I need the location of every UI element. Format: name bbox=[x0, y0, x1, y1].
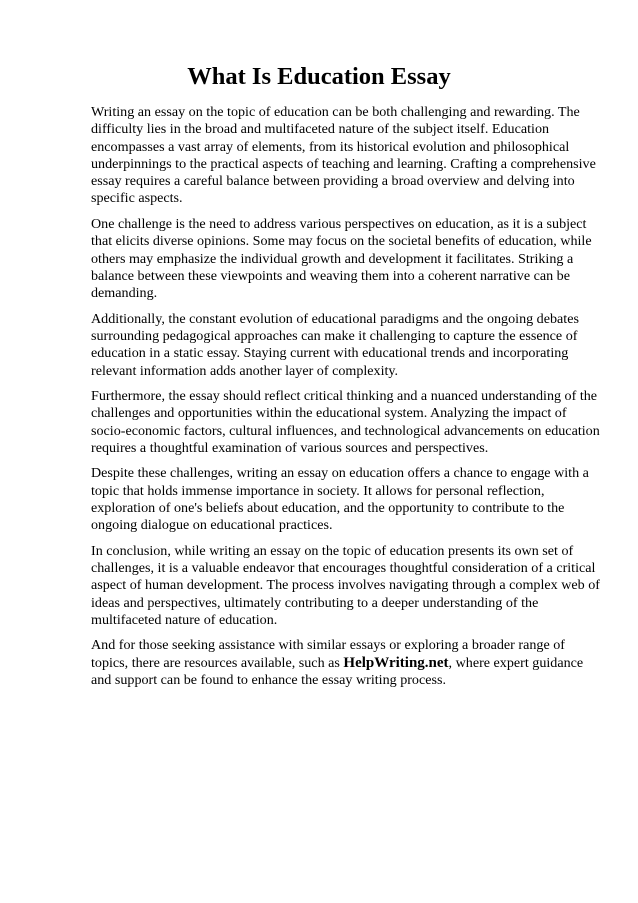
paragraph-6: In conclusion, while writing an essay on the topic of education presents its own set of challenges, it is a valuable endeavor that encourages thoughtful consideration of a critical aspect of human development. The process involves navigating through a complex web of ideas and perspectives, ultimately contributing to a deeper understanding of the multifaceted nature of education. bbox=[91, 542, 600, 628]
paragraph-7-text-before: And for those seeking assistance with similar essays or exploring a broader range of topics, there are resources available, such as bbox=[91, 637, 565, 671]
paragraph-3: Additionally, the constant evolution of educational paradigms and the ongoing debates surrounding pedagogical approaches can make it challenging to capture the essence of education in a static essay. Staying current with educational trends and incorporating relevant information adds another layer of complexity. bbox=[91, 310, 579, 379]
helpwriting-link[interactable]: HelpWriting.net bbox=[343, 654, 449, 671]
paragraph-1: Writing an essay on the topic of education can be both challenging and rewarding. The difficulty lies in the broad and multifaceted nature of the subject itself. Education encompasses a vast array of elements, from its historical evolution and philosophical underpinnings to the practical aspects of teaching and learning. Crafting a comprehensive essay requires a careful balance between providing a broad overview and delving into specific aspects. bbox=[91, 104, 596, 207]
paragraph-5: Despite these challenges, writing an essay on education offers a chance to engage with a topic that holds immense importance in society. It allows for personal reflection, exploration of one's beliefs about education, and the opportunity to contribute to the ongoing dialogue on educational practices. bbox=[91, 465, 589, 534]
paragraph-2: One challenge is the need to address various perspectives on education, as it is a subject that elicits diverse opinions. Some may focus on the societal benefits of education, while others may emphasize the individual growth and development it facilitates. Striking a balance between these viewpoints and weaving them into a coherent narrative can be demanding. bbox=[91, 215, 592, 302]
document-title: What Is Education Essay bbox=[187, 63, 451, 90]
paragraph-4: Furthermore, the essay should reflect critical thinking and a nuanced understanding of the challenges and opportunities within the educational system. Analyzing the impact of socio-economic factors, cultural influences, and technological advancements on education requires a thoughtful examination of various sources and perspectives. bbox=[91, 388, 600, 456]
paragraph-7 bbox=[91, 637, 601, 689]
document-body bbox=[91, 104, 601, 698]
paragraph-7-text-after: , where expert guidance and support can be found to enhance the essay writing process. bbox=[91, 654, 584, 689]
